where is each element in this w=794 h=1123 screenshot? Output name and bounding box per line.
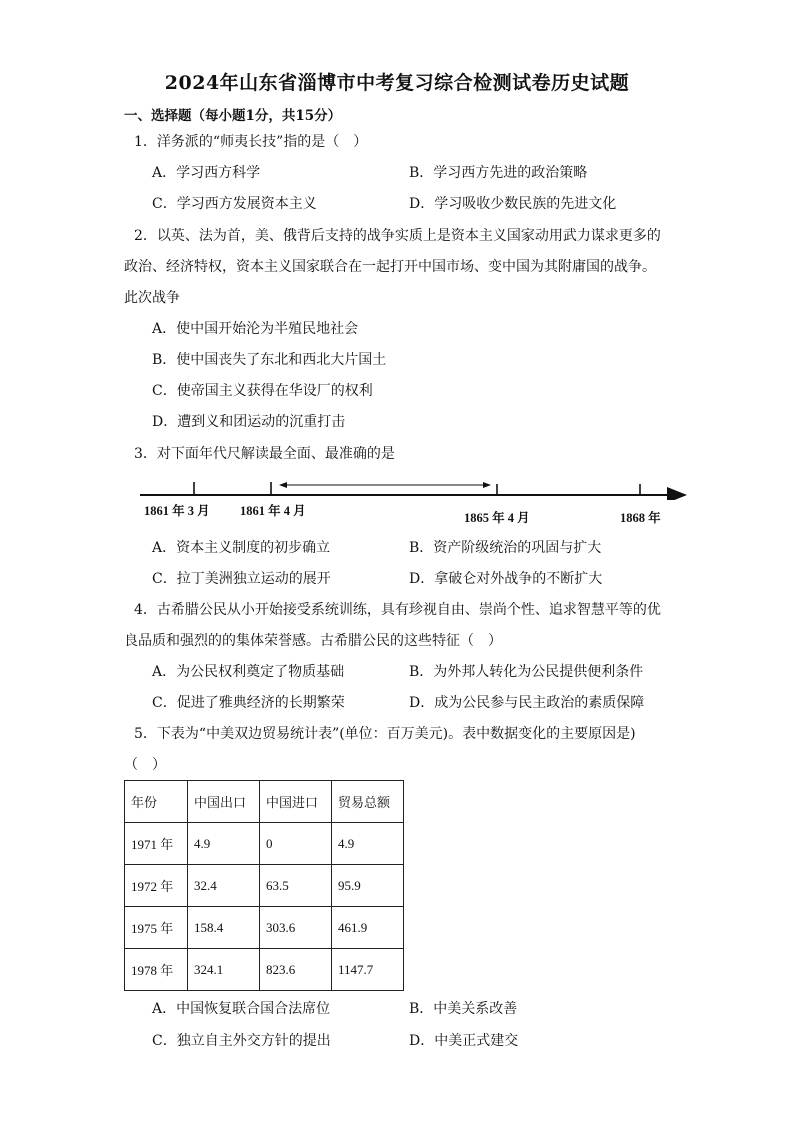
timeline-ruler [140, 478, 692, 528]
table-cell: 95.9 [332, 865, 404, 907]
question-4-option-a[interactable]: A．为公民权利奠定了物质基础 [152, 664, 345, 680]
table-cell: 823.6 [260, 949, 332, 991]
table-row [125, 865, 404, 907]
table-cell: 1972 年 [125, 865, 188, 907]
table-cell: 461.9 [332, 907, 404, 949]
question-4-stem-line2: 良品质和强烈的的集体荣誉感。古希腊公民的这些特征（ ） [124, 633, 502, 649]
table-cell: 1147.7 [332, 949, 404, 991]
table-header-cell: 中国进口 [260, 781, 332, 823]
question-1-option-c[interactable]: C．学习西方发展资本主义 [152, 196, 317, 212]
question-2-option-a[interactable]: A．使中国开始沦为半殖民地社会 [152, 321, 359, 337]
table-cell: 324.1 [188, 949, 260, 991]
question-4-stem-line1: 4．古希腊公民从小开始接受系统训练，具有珍视自由、崇尚个性、追求智慧平等的优 [134, 602, 661, 618]
question-1-option-a[interactable]: A．学习西方科学 [152, 165, 261, 181]
question-4-option-d[interactable]: D．成为公民参与民主政治的素质保障 [409, 695, 645, 711]
question-2-stem-line3: 此次战争 [124, 290, 180, 306]
question-2-option-b[interactable]: B．使中国丧失了东北和西北大片国土 [152, 352, 387, 368]
question-3-option-d[interactable]: D．拿破仑对外战争的不断扩大 [409, 571, 603, 587]
table-cell: 1971 年 [125, 823, 188, 865]
table-header-row [125, 781, 404, 823]
timeline-label-4: 1868 年 [620, 511, 661, 525]
question-2-stem-line2: 政治、经济特权，资本主义国家联合在一起打开中国市场、变中国为其附庸国的战争。 [124, 259, 656, 275]
timeline-label-2: 1861 年 4 月 [240, 504, 306, 518]
question-3-stem: 3．对下面年代尺解读最全面、最准确的是 [134, 446, 395, 462]
question-2-option-d[interactable]: D．遭到义和团运动的沉重打击 [152, 414, 346, 430]
timeline-axis [140, 478, 692, 500]
section-heading: 一、选择题（每小题1分，共15分） [124, 108, 342, 124]
question-1-option-d[interactable]: D．学习吸收少数民族的先进文化 [409, 196, 617, 212]
table-header-cell: 贸易总额 [332, 781, 404, 823]
table-cell: 1975 年 [125, 907, 188, 949]
question-1-stem: 1．洋务派的“师夷长技”指的是（ ） [134, 134, 368, 150]
table-cell: 4.9 [188, 823, 260, 865]
page-title: 2024年山东省淄博市中考复习综合检测试卷历史试题 [164, 72, 630, 94]
table-cell: 1978 年 [125, 949, 188, 991]
question-5-stem-line1: 5．下表为“中美双边贸易统计表”(单位：百万美元)。表中数据变化的主要原因是) [134, 726, 636, 742]
question-3-option-b[interactable]: B．资产阶级统治的巩固与扩大 [409, 540, 602, 556]
table-cell: 0 [260, 823, 332, 865]
question-1-option-b[interactable]: B．学习西方先进的政治策略 [409, 165, 588, 181]
table-row [125, 823, 404, 865]
question-5-option-d[interactable]: D．中美正式建交 [409, 1033, 519, 1049]
question-4-option-b[interactable]: B．为外邦人转化为公民提供便利条件 [409, 664, 644, 680]
table-row [125, 907, 404, 949]
question-3-option-c[interactable]: C．拉丁美洲独立运动的展开 [152, 571, 331, 587]
timeline-label-3: 1865 年 4 月 [464, 511, 530, 525]
table-header-cell: 中国出口 [188, 781, 260, 823]
timeline-label-1: 1861 年 3 月 [144, 504, 210, 518]
question-2-stem-line1: 2．以英、法为首，美、俄背后支持的战争实质上是资本主义国家动用武力谋求更多的 [134, 228, 661, 244]
question-5-option-a[interactable]: A．中国恢复联合国合法席位 [152, 1001, 331, 1017]
question-5-stem-line2: （ ） [124, 757, 166, 773]
question-5-option-b[interactable]: B．中美关系改善 [409, 1001, 518, 1017]
table-cell: 303.6 [260, 907, 332, 949]
question-3-option-a[interactable]: A．资本主义制度的初步确立 [152, 540, 331, 556]
question-4-option-c[interactable]: C．促进了雅典经济的长期繁荣 [152, 695, 345, 711]
table-header-cell: 年份 [125, 781, 188, 823]
question-5-option-c[interactable]: C．独立自主外交方针的提出 [152, 1033, 331, 1049]
trade-statistics-table [124, 780, 404, 991]
table-row [125, 949, 404, 991]
table-cell: 63.5 [260, 865, 332, 907]
table-cell: 158.4 [188, 907, 260, 949]
table-cell: 4.9 [332, 823, 404, 865]
question-2-option-c[interactable]: C．使帝国主义获得在华设厂的权利 [152, 383, 373, 399]
table-cell: 32.4 [188, 865, 260, 907]
